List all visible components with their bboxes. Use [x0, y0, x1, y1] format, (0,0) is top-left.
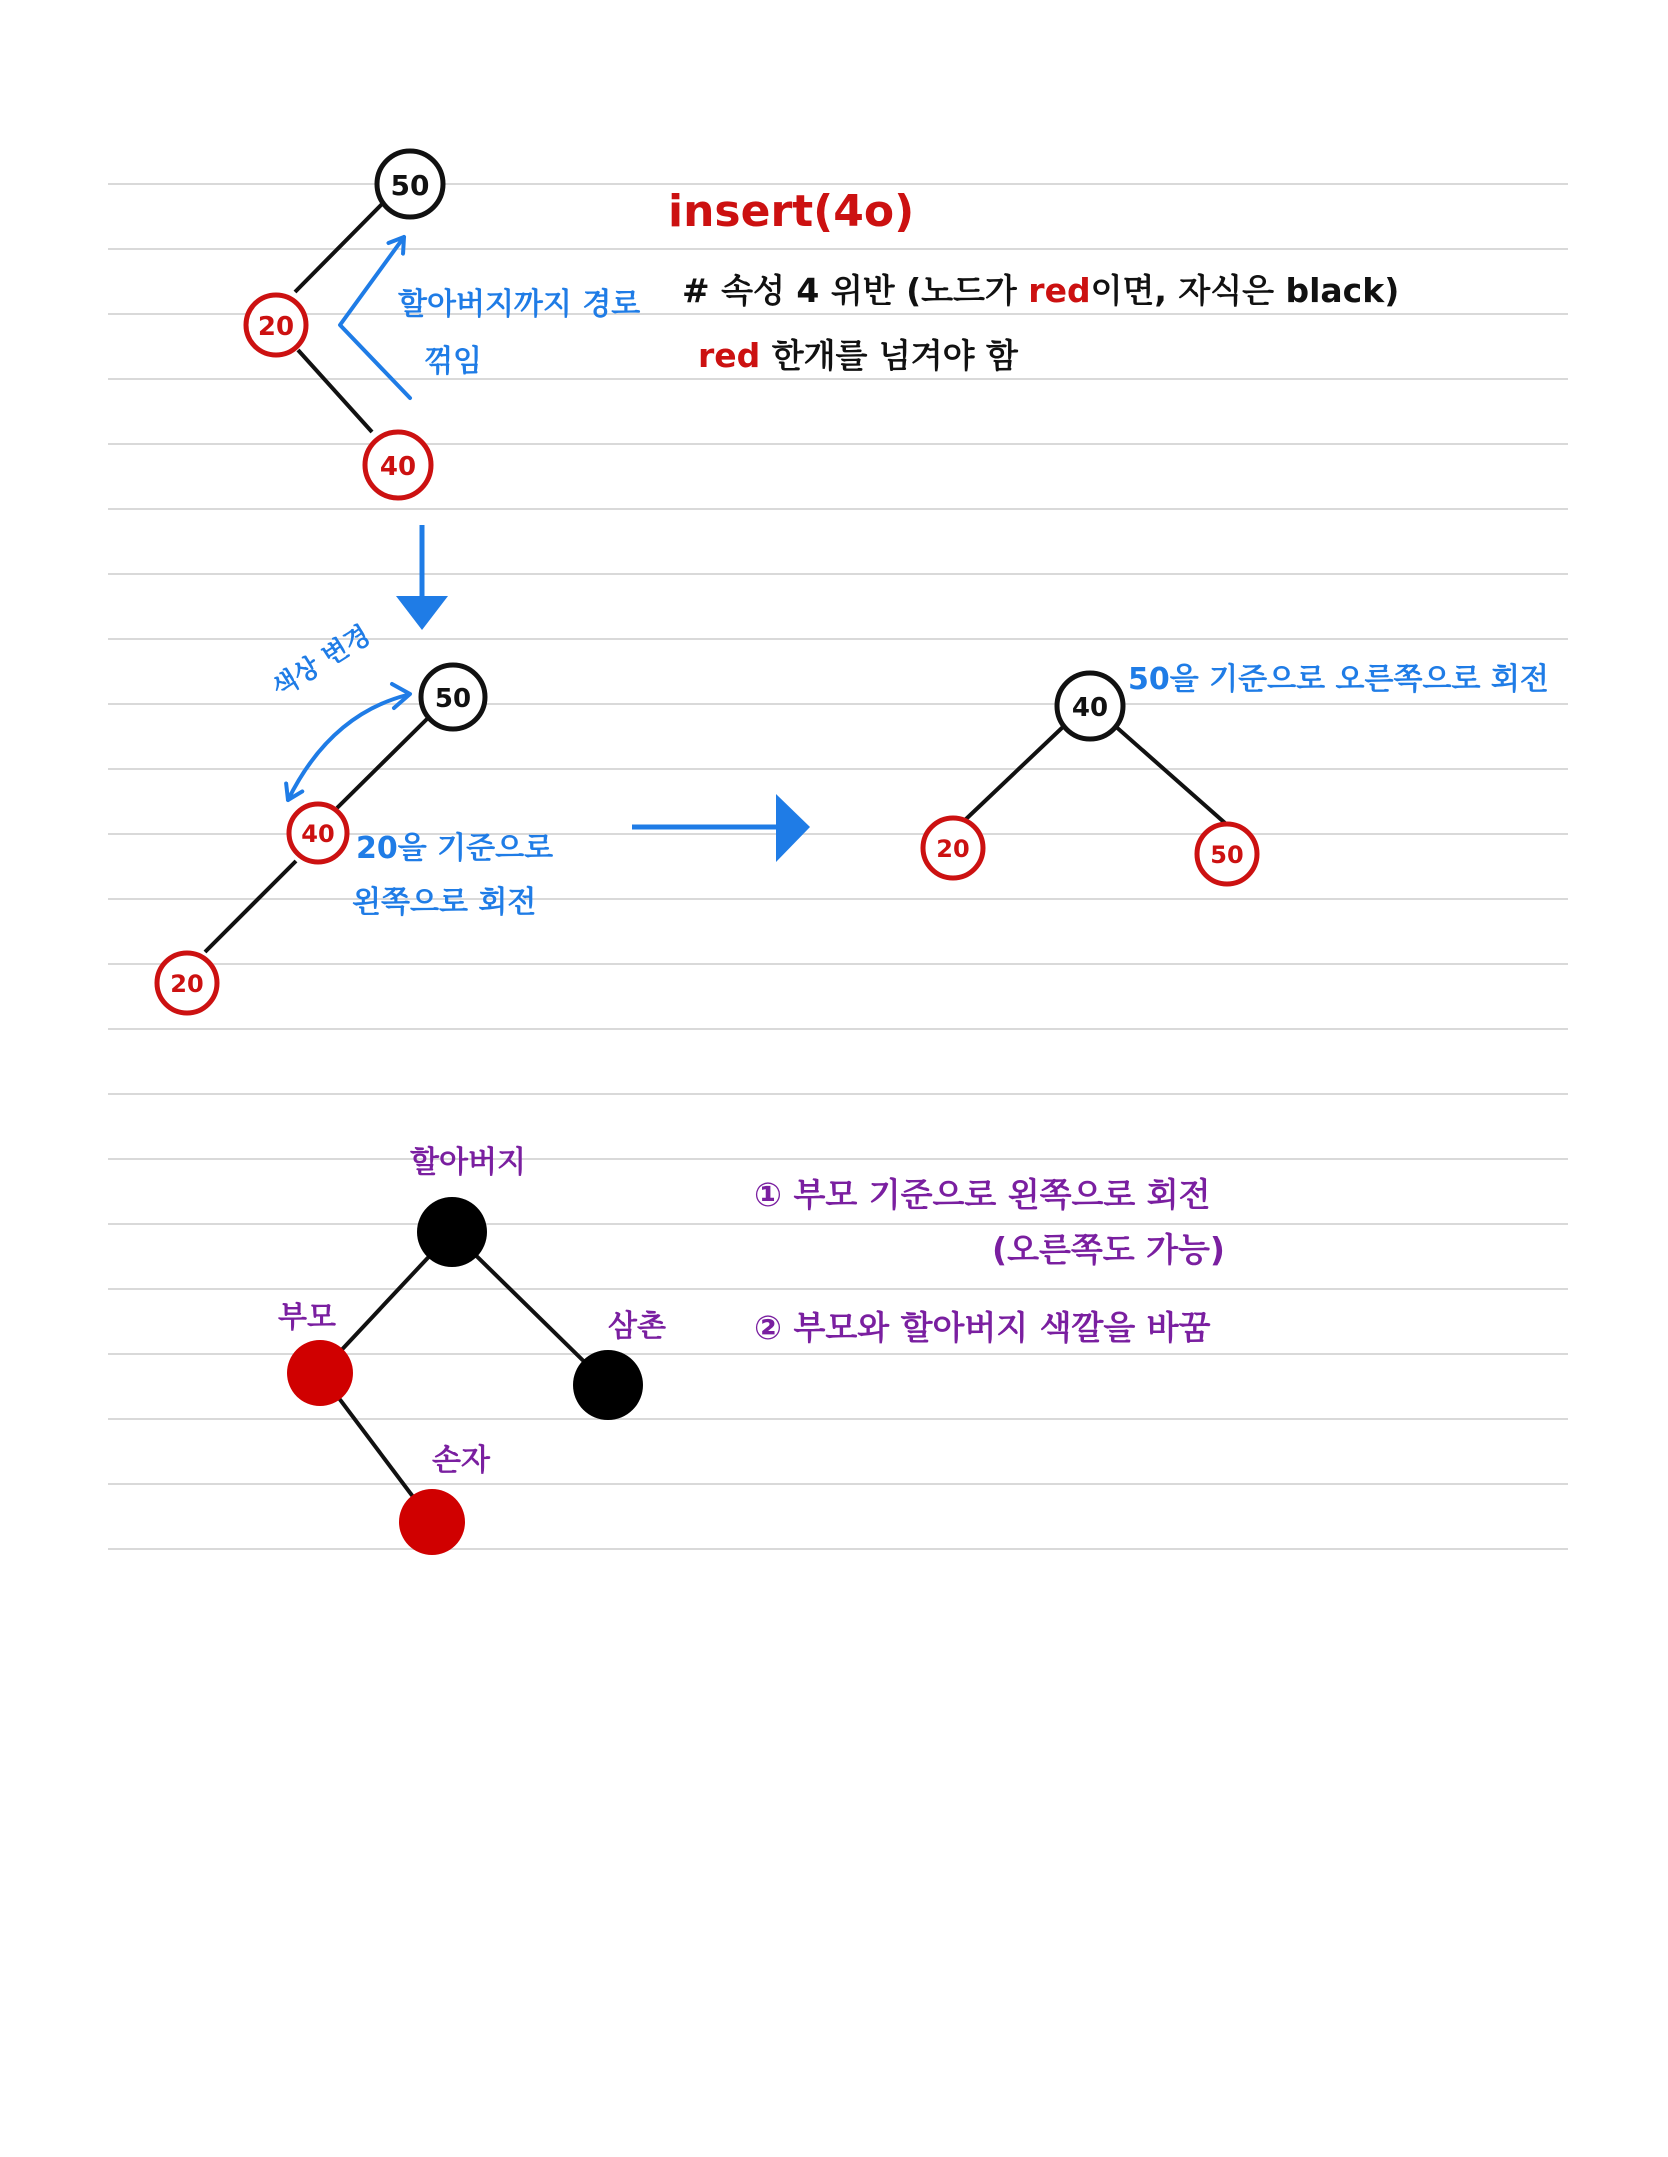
node-40-red: [289, 804, 347, 862]
node-label: 20: [257, 312, 295, 342]
need-rest: 한개를 넘겨야 함: [760, 336, 1018, 375]
node-40-black: [1057, 673, 1123, 739]
node-50-red: [1197, 824, 1257, 884]
rule-prefix: # 속성 4 위반 (노드가: [682, 271, 1029, 310]
step1-text: 부모 기준으로 왼쪽으로 회전: [793, 1175, 1211, 1214]
need-red-word: red: [698, 336, 761, 375]
uncle-node: [573, 1350, 643, 1420]
node-label: 20: [936, 835, 970, 863]
child-node: [399, 1489, 465, 1555]
down-arrow: [396, 525, 448, 630]
grandparent-label: 할아버지: [410, 1145, 526, 1180]
step2: [754, 1308, 1211, 1347]
step1: [754, 1175, 1211, 1214]
node-label: 50: [390, 169, 430, 202]
edge-40-20: [965, 725, 1065, 820]
child-label: 손자: [432, 1443, 490, 1478]
node-label: 50: [1210, 841, 1244, 869]
rotate-left-label-line1: 20을 기준으로: [356, 831, 554, 866]
need-one-red: [698, 336, 1018, 375]
node-50-black: [377, 151, 443, 217]
node-label: 40: [1071, 693, 1109, 723]
step1-note: (오른쪽도 가능): [992, 1230, 1225, 1269]
uncle-label: 삼촌: [608, 1309, 666, 1344]
edge-50-20: [295, 203, 383, 292]
parent-label: 부모: [278, 1300, 336, 1335]
node-label: 40: [301, 820, 335, 848]
node-20-red: [246, 295, 306, 355]
section3-tree: [287, 1197, 643, 1555]
rotate-right-label: 50을 기준으로 오른쪽으로 회전: [1128, 662, 1549, 697]
color-change-label: 색상 변경: [266, 620, 376, 704]
right-arrow: [632, 794, 810, 862]
parent-node: [287, 1340, 353, 1406]
insert-title: insert(4o): [668, 186, 915, 237]
node-label: 40: [379, 452, 417, 482]
rule-suffix: 이면, 자식은 black): [1090, 271, 1400, 310]
edge-20-40: [298, 350, 372, 432]
bent-label-line2: 꺾임: [424, 344, 482, 379]
step2-number: ②: [754, 1308, 782, 1347]
node-20-red: [923, 818, 983, 878]
node-40-red: [365, 432, 431, 498]
bent-label-line1: 할아버지까지 경로: [398, 287, 641, 322]
edge-50-40: [337, 718, 428, 808]
node-20-red: [157, 953, 217, 1013]
rotate-left-label-line2: 왼쪽으로 회전: [352, 885, 537, 920]
node-label: 20: [170, 970, 204, 998]
node-50-black: [421, 665, 485, 729]
edge-40-20: [205, 861, 296, 952]
node-label: 50: [434, 684, 472, 714]
step2-text: 부모와 할아버지 색깔을 바꿈: [793, 1308, 1211, 1347]
section1-tree: [246, 151, 443, 498]
edge-40-50: [1114, 725, 1225, 823]
step1-number: ①: [754, 1175, 782, 1214]
rule-red-word: red: [1028, 271, 1091, 310]
color-change-arrow: [288, 695, 407, 800]
grandparent-node: [417, 1197, 487, 1267]
property4-violation: [682, 271, 1400, 310]
